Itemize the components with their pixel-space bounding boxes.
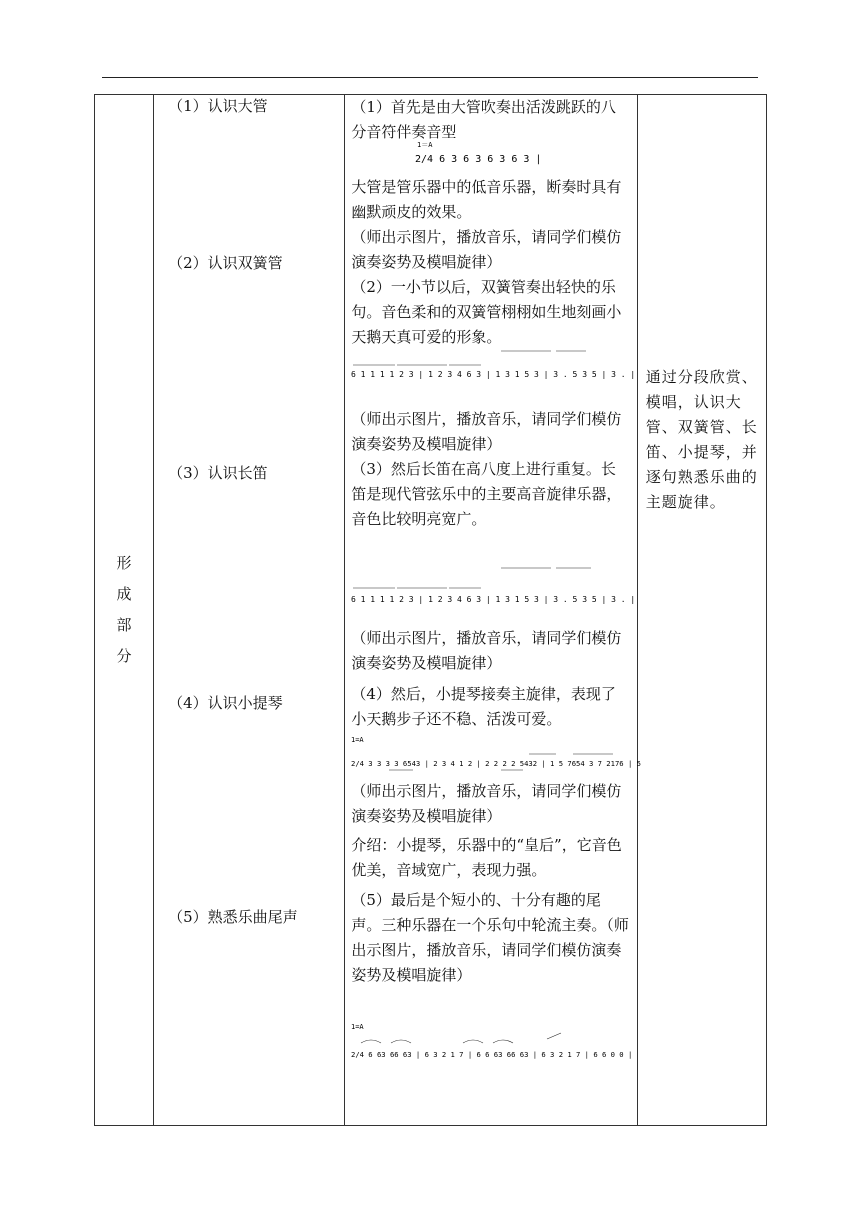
flute-notation	[351, 560, 636, 610]
violin-key: 1=A	[351, 736, 365, 744]
para-instruction-2: （师出示图片，播放音乐，请同学们模仿演奏姿势及模唱旋律）	[351, 410, 622, 453]
purpose-text: 通过分段欣赏、模唱，认识大管、双簧管、长笛、小提琴，并逐句熟悉乐曲的主题旋律。	[645, 368, 758, 511]
step-flute: （3）认识长笛	[168, 464, 268, 482]
para-flute-intro: （3）然后长笛在高八度上进行重复。长笛是现代管弦乐中的主要高音旋律乐器，音色比较明亮宽广。	[351, 460, 622, 528]
para-violin-intro: （4）然后，小提琴接奏主旋律，表现了小天鹅步子还不稳、活泼可爱。	[351, 685, 616, 728]
oboe-line: 6 1 1 1 1 2 3 | 1 2 3 4 6 3 | 1 3 1 5 3 | 3 . 5 3 5 | 3 . |	[351, 370, 636, 379]
content-cell	[345, 95, 642, 1126]
coda-slurs	[361, 1033, 561, 1043]
bassoon-line: 2/4 6 3 6 3 6 3 6 3 |	[415, 154, 542, 165]
para-bassoon-desc: 大管是管乐器中的低音乐器，断奏时具有幽默顽皮的效果。	[351, 178, 622, 221]
header-rule	[102, 77, 758, 78]
flute-line: 6 1 1 1 1 2 3 | 1 2 3 4 6 3 | 1 3 1 5 3 | 3 . 5 3 5 | 3 . |	[351, 595, 636, 604]
purpose-cell	[637, 95, 766, 1126]
section-cell	[95, 95, 154, 1126]
para-oboe-intro: （2）一小节以后，双簧管奏出轻快的乐句。音色柔和的双簧管栩栩如生地刻画小天鹅天真可爱的形象。	[351, 278, 622, 346]
oboe-notation	[351, 343, 636, 387]
lesson-table	[94, 94, 767, 1126]
step-coda: （5）熟悉乐曲尾声	[168, 908, 298, 926]
para-coda: （5）最后是个短小的、十分有趣的尾声。三种乐器在一个乐句中轮流主奏。（师出示图片，播放音乐，请同学们模仿演奏姿势及模唱旋律）	[351, 891, 629, 984]
step-bassoon: （1）认识大管	[168, 97, 268, 115]
para-instruction-4: （师出示图片，播放音乐，请同学们模仿演奏姿势及模唱旋律）	[351, 782, 622, 825]
coda-key: 1=A	[351, 1023, 365, 1031]
bassoon-notation	[415, 139, 575, 169]
coda-line: 2/4 6 63 66 63 | 6 3 2 1 7 | 6 6 63 66 63 | 6 3 2 1 7 | 6 6 0 0 |	[351, 1050, 633, 1059]
para-instruction-3: （师出示图片，播放音乐，请同学们模仿演奏姿势及模唱旋律）	[351, 629, 622, 672]
para-bassoon-intro: （1）首先是由大管吹奏出活泼跳跃的八分音符伴奏音型	[351, 98, 616, 141]
steps-cell	[154, 95, 345, 1126]
step-violin: （4）认识小提琴	[168, 694, 283, 712]
violin-notation	[351, 732, 642, 776]
step-oboe: （2）认识双簧管	[168, 254, 283, 272]
para-instruction-1: （师出示图片，播放音乐，请同学们模仿演奏姿势及模唱旋律）	[351, 228, 622, 271]
section-label: 形成部分	[116, 554, 132, 665]
para-violin-desc: 介绍：小提琴，乐器中的“皇后”，它音色优美，音域宽广，表现力强。	[351, 836, 622, 879]
violin-line: 2/4 3 3 3 3 6543 | 2 3 4 1 2 | 2 2 2 2 5432 | 1 5 7654 3 7 2176 | 5	[351, 759, 642, 768]
bassoon-key: 1＝A	[417, 141, 433, 149]
coda-notation	[351, 1019, 633, 1069]
